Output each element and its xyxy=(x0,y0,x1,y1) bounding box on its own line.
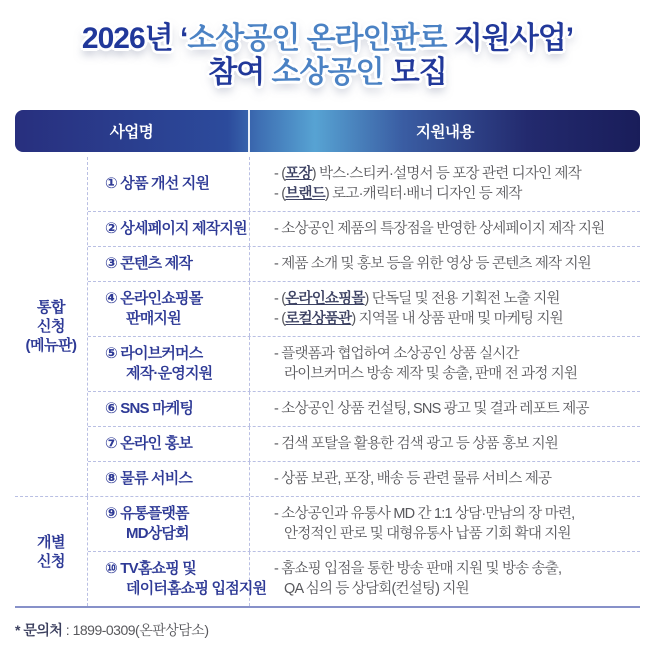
support-content-cell xyxy=(250,247,640,281)
support-content-line xyxy=(274,309,636,329)
support-content-line xyxy=(274,399,636,419)
group-label xyxy=(15,157,87,496)
business-name-line: ① 상품 개선 지원 xyxy=(105,175,210,192)
table-body xyxy=(15,157,640,608)
title-segment: 참여 xyxy=(208,56,272,89)
content-text: - ( xyxy=(274,186,286,202)
table-row xyxy=(88,551,640,606)
table-row xyxy=(88,461,640,496)
support-content-line xyxy=(274,344,636,364)
support-content-cell xyxy=(250,552,640,606)
business-name-cell xyxy=(88,462,250,496)
title-segment: 모집 xyxy=(383,56,447,89)
group-label-line: 개별 xyxy=(37,533,65,551)
table-row xyxy=(88,211,640,246)
table-row xyxy=(88,391,640,426)
support-content-line xyxy=(274,579,636,599)
keyword-text: 포장 xyxy=(285,166,312,182)
business-name-cell xyxy=(88,282,250,336)
business-name-cell xyxy=(88,157,250,211)
group-label-line: 신청 xyxy=(37,552,65,570)
business-name-line: ⑨ 유통플랫폼 xyxy=(105,505,189,522)
table-row xyxy=(88,497,640,551)
support-content-line xyxy=(274,524,636,544)
contact-label: * 문의처 xyxy=(15,622,63,638)
business-name-line: ⑧ 물류 서비스 xyxy=(105,470,193,487)
support-content-cell xyxy=(250,282,640,336)
business-name-line: ③ 콘텐츠 제작 xyxy=(105,255,193,272)
business-name-line: 데이터홈쇼핑 입점지원 xyxy=(126,580,267,597)
table-row xyxy=(88,157,640,211)
support-content-cell xyxy=(250,157,640,211)
header-support-content: 지원내용 xyxy=(416,124,474,141)
table-row xyxy=(88,246,640,281)
content-text: - ( xyxy=(274,291,286,307)
content-text: - ( xyxy=(274,166,286,182)
support-content-line xyxy=(274,434,636,454)
content-text: 라이브커머스 방송 제작 및 송출, 판매 전 과정 지원 xyxy=(284,366,578,382)
support-content-line xyxy=(274,469,636,489)
content-text: - 소상공인과 유통사 MD 간 1:1 상담·만남의 장 마련, xyxy=(274,506,575,522)
content-text: ) 지역몰 내 상품 판매 및 마케팅 지원 xyxy=(351,311,563,327)
page-title xyxy=(15,22,640,90)
business-name-cell xyxy=(88,247,250,281)
support-content-line xyxy=(274,184,636,204)
business-name-line: ⑤ 라이브커머스 xyxy=(105,345,203,362)
table-header xyxy=(15,110,640,152)
group-label-line: 신청 xyxy=(37,318,65,335)
content-text: - 제품 소개 및 홍보 등을 위한 영상 등 콘텐츠 제작 지원 xyxy=(274,256,591,272)
business-name-cell xyxy=(88,392,250,426)
business-name-line: ② 상세페이지 제작지원 xyxy=(105,220,247,237)
support-content-line xyxy=(274,164,636,184)
title-segment: 2026년 ‘ xyxy=(81,22,188,55)
business-name-cell xyxy=(88,337,250,391)
support-content-line xyxy=(274,504,636,524)
title-line-2 xyxy=(15,56,640,90)
support-content-line xyxy=(274,364,636,384)
content-text: ) 박스·스티커·설명서 등 포장 관련 디자인 제작 xyxy=(311,166,581,182)
content-text: 안정적인 판로 및 대형유통사 납품 기회 확대 지원 xyxy=(284,526,571,542)
business-name-line: 판매지원 xyxy=(126,310,181,327)
group-rows xyxy=(87,157,640,496)
support-content-cell xyxy=(250,427,640,461)
support-content-cell xyxy=(250,497,640,551)
title-segment: 소상공인 xyxy=(271,56,384,89)
business-name-cell xyxy=(88,212,250,246)
keyword-text: 브랜드 xyxy=(285,186,325,202)
support-content-cell xyxy=(250,337,640,391)
business-name-line: MD상담회 xyxy=(126,525,189,542)
business-name-line: ⑦ 온라인 홍보 xyxy=(105,435,193,452)
content-text: - 검색 포탈을 활용한 검색 광고 등 상품 홍보 지원 xyxy=(274,436,559,452)
support-content-cell xyxy=(250,392,640,426)
business-name-cell xyxy=(88,497,250,551)
content-text: - 소상공인 제품의 특장점을 반영한 상세페이지 제작 지원 xyxy=(274,221,605,237)
keyword-text: 로컬상품관 xyxy=(285,311,352,327)
content-text: - 홈쇼핑 입점을 통한 방송 판매 지원 및 방송 송출, xyxy=(274,561,562,577)
support-content-line xyxy=(274,559,636,579)
support-content-line xyxy=(274,219,636,239)
application-group-1 xyxy=(15,157,640,496)
title-line-1 xyxy=(15,22,640,56)
content-text: ) 단독딜 및 전용 기획전 노출 지원 xyxy=(364,291,560,307)
business-name-line: ④ 온라인쇼핑몰 xyxy=(105,290,203,307)
content-text: ) 로고·캐릭터·배너 디자인 등 제작 xyxy=(324,186,522,202)
application-group-2 xyxy=(15,496,640,606)
title-segment: 소상공인 온라인판로 xyxy=(187,22,447,55)
support-content-line xyxy=(274,254,636,274)
group-label-line: (메뉴판) xyxy=(25,337,77,354)
content-text: - 플랫폼과 협업하여 소상공인 상품 실시간 xyxy=(274,346,519,362)
support-content-line xyxy=(274,289,636,309)
business-name-line: 제작·운영지원 xyxy=(126,365,213,382)
group-rows xyxy=(87,497,640,606)
business-name-cell xyxy=(88,552,267,606)
table-row xyxy=(88,281,640,336)
support-program-table xyxy=(15,110,640,608)
table-row xyxy=(88,336,640,391)
contact-footer xyxy=(15,620,640,640)
support-content-cell xyxy=(250,462,640,496)
business-name-cell xyxy=(88,427,250,461)
title-segment: 지원사업’ xyxy=(446,22,574,55)
contact-number: : 1899-0309(온판상담소) xyxy=(62,622,209,638)
content-text: - ( xyxy=(274,311,286,327)
business-name-line: ⑩ TV홈쇼핑 및 xyxy=(105,560,196,577)
keyword-text: 온라인쇼핑몰 xyxy=(285,291,365,307)
support-content-cell xyxy=(250,212,640,246)
header-business-name: 사업명 xyxy=(15,110,250,152)
content-text: - 상품 보관, 포장, 배송 등 관련 물류 서비스 제공 xyxy=(274,471,552,487)
content-text: QA 심의 등 상담회(컨설팅) 지원 xyxy=(284,581,469,597)
content-text: - 소상공인 상품 컨설팅, SNS 광고 및 결과 레포트 제공 xyxy=(274,401,589,417)
group-label-line: 통합 xyxy=(37,299,65,316)
group-label xyxy=(15,497,87,606)
business-name-line: ⑥ SNS 마케팅 xyxy=(105,400,194,417)
table-row xyxy=(88,426,640,461)
